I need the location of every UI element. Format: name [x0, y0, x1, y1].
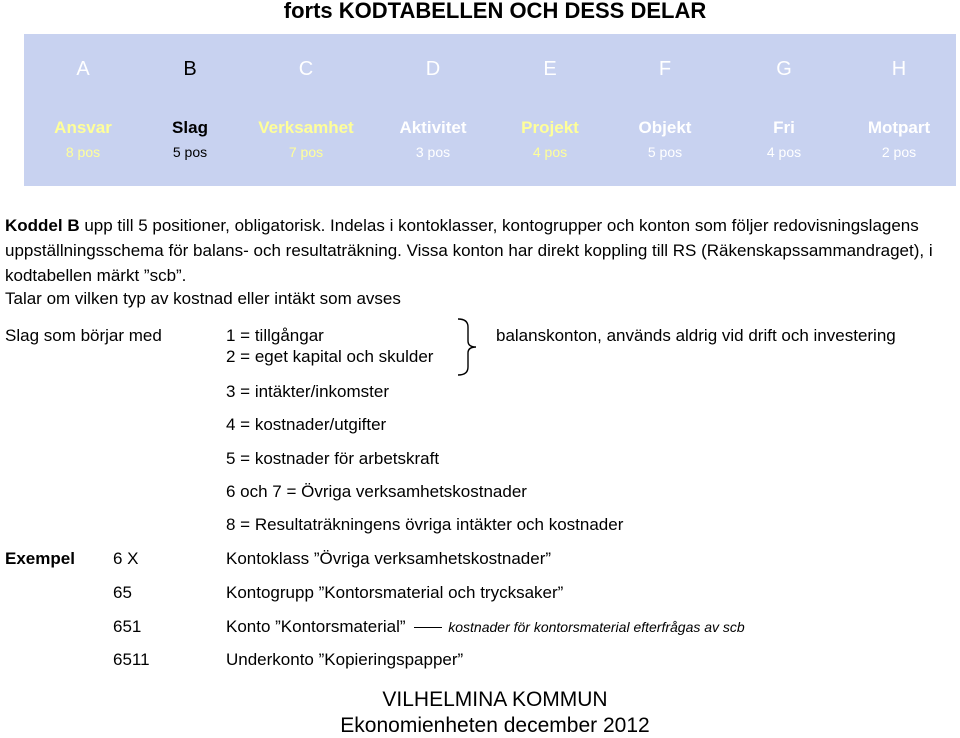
brace-note: balanskonton, används aldrig vid drift och investering [496, 326, 896, 345]
letter-row [24, 58, 956, 84]
field-motpart-pos: 2 pos [881, 144, 917, 160]
letter-c: C [298, 58, 314, 80]
field-verksamhet-pos: 7 pos [288, 144, 324, 160]
field-slag-pos: 5 pos [172, 144, 208, 160]
example-code-2: 65 [113, 583, 132, 602]
right-brace-icon [456, 317, 482, 377]
field-fri-pos: 4 pos [766, 144, 802, 160]
example-note-3: kostnader för kontorsmaterial efterfrågas av scb [448, 619, 745, 635]
letter-b: B [183, 58, 197, 80]
example-row-3 [226, 617, 745, 637]
letter-a: A [76, 58, 90, 80]
example-text-4: Underkonto ”Kopieringspapper” [226, 650, 464, 669]
class-5: 5 = kostnader för arbetskraft [226, 449, 440, 468]
example-code-3: 651 [113, 617, 142, 636]
field-fri: Fri [773, 118, 795, 137]
class-8: 8 = Resultaträkningens övriga intäkter och kostnader [226, 515, 624, 534]
code-table [24, 34, 956, 186]
intro-bold: Koddel B [5, 216, 80, 235]
field-row [24, 118, 956, 168]
letter-h: H [891, 58, 907, 80]
example-code-1: 6 X [113, 549, 139, 568]
class-3: 3 = intäkter/inkomster [226, 382, 389, 401]
intro-text: upp till 5 positioner, obligatorisk. Indelas i kontoklasser, kontogrupper och konton som följer redovisningslagens uppställningsschema för balans- och resultaträkning. Vissa konton har direkt koppling till RS (Räkenskapssammandraget), i kodtabellen märkt ”scb”. [5, 216, 933, 285]
letter-d: D [425, 58, 441, 80]
footer-organisation: VILHELMINA KOMMUN [382, 688, 608, 711]
field-aktivitet: Aktivitet [399, 118, 467, 137]
class-4: 4 = kostnader/utgifter [226, 415, 387, 434]
example-label: Exempel [5, 549, 75, 568]
dash-divider [414, 627, 442, 628]
classes-label: Slag som börjar med [5, 326, 162, 345]
footer-department: Ekonomienheten december 2012 [340, 714, 650, 737]
class-2: 2 = eget kapital och skulder [226, 347, 434, 366]
letter-e: E [543, 58, 557, 80]
letter-f: F [658, 58, 672, 80]
subtitle: Talar om vilken typ av kostnad eller intäkt som avses [5, 289, 401, 308]
field-objekt-pos: 5 pos [647, 144, 683, 160]
field-ansvar-pos: 8 pos [65, 144, 101, 160]
field-projekt: Projekt [521, 118, 579, 137]
example-code-4: 6511 [113, 650, 150, 669]
class-6-7: 6 och 7 = Övriga verksamhetskostnader [226, 482, 527, 501]
field-verksamhet: Verksamhet [258, 118, 354, 137]
example-text-3: Konto ”Kontorsmaterial” [226, 617, 411, 636]
example-text-2: Kontogrupp ”Kontorsmaterial och trycksaker” [226, 583, 564, 602]
intro-paragraph [5, 213, 945, 288]
field-motpart: Motpart [867, 118, 931, 137]
field-aktivitet-pos: 3 pos [415, 144, 451, 160]
class-1: 1 = tillgångar [226, 326, 324, 345]
field-projekt-pos: 4 pos [532, 144, 568, 160]
field-objekt: Objekt [638, 118, 692, 137]
page-title: forts KODTABELLEN OCH DESS DELAR [283, 0, 707, 23]
field-ansvar: Ansvar [54, 118, 112, 137]
field-slag: Slag [172, 118, 208, 137]
letter-g: G [776, 58, 792, 80]
example-text-1: Kontoklass ”Övriga verksamhetskostnader” [226, 549, 552, 568]
